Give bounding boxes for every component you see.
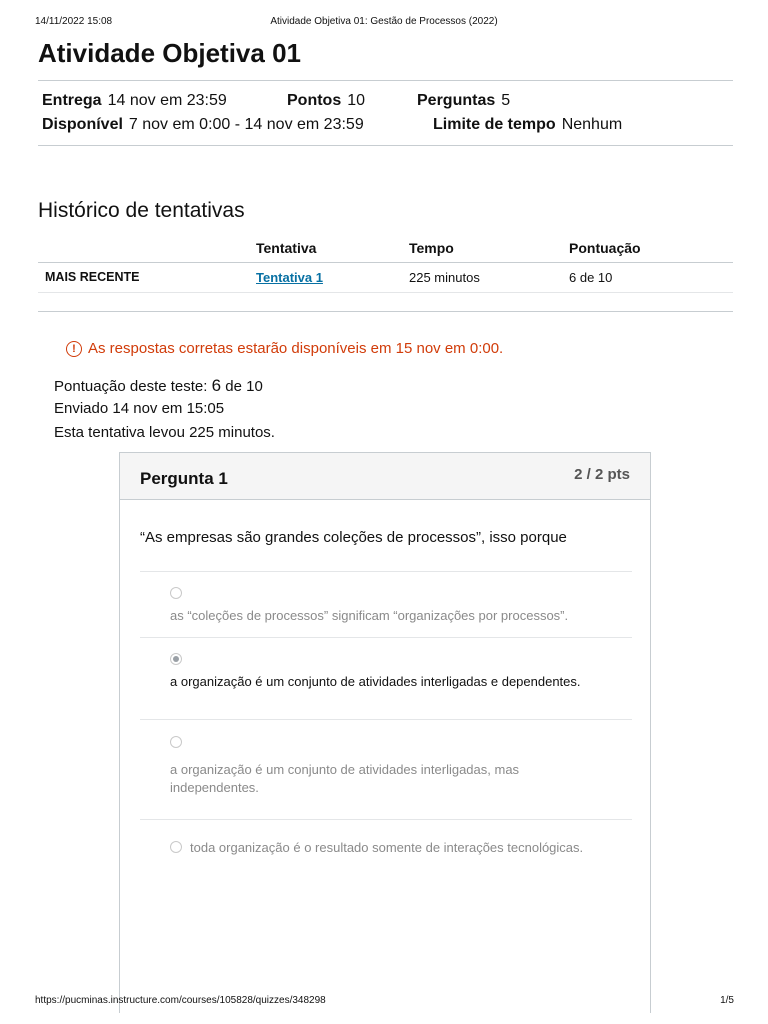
column-header-score: Pontuação xyxy=(569,240,641,256)
row-time: 225 minutos xyxy=(409,270,480,285)
questions-label: Perguntas xyxy=(417,92,496,109)
column-header-time: Tempo xyxy=(409,240,454,256)
points-value: 10 xyxy=(347,92,366,109)
time-limit xyxy=(433,116,622,134)
due-label: Entrega xyxy=(42,92,102,109)
score-suffix: de 10 xyxy=(225,378,263,395)
notice-text: As respostas corretas estarão disponíveis em 15 nov em 0:00. xyxy=(88,340,504,357)
answer-text: as “coleções de processos” significam “organizações por processos”. xyxy=(170,608,569,623)
points-label: Pontos xyxy=(287,92,342,109)
answer-divider xyxy=(140,819,632,820)
divider xyxy=(38,311,733,312)
availability xyxy=(42,116,364,134)
history-heading: Histórico de tentativas xyxy=(38,199,245,222)
questions-count xyxy=(417,92,510,110)
table-divider xyxy=(38,262,733,263)
radio-button[interactable] xyxy=(170,587,182,599)
answer-text: toda organização é o resultado somente de interações tecnológicas. xyxy=(190,840,584,855)
answer-text: a organização é um conjunto de atividades interligadas, mas independentes. xyxy=(170,762,520,795)
available-label: Disponível xyxy=(42,116,123,133)
time-limit-value: Nenhum xyxy=(561,116,623,133)
duration-info: Esta tentativa levou 225 minutos. xyxy=(54,424,275,441)
print-document-title: Atividade Objetiva 01: Gestão de Processos (2022) xyxy=(270,16,498,27)
available-value: 7 nov em 0:00 - 14 nov em 23:59 xyxy=(128,116,364,133)
question-header xyxy=(120,453,650,500)
answer-divider xyxy=(140,637,632,638)
divider xyxy=(38,80,733,81)
row-score: 6 de 10 xyxy=(569,270,613,285)
page-title: Atividade Objetiva 01 xyxy=(38,38,301,68)
print-datetime: 14/11/2022 15:08 xyxy=(35,16,113,27)
score-value: 6 xyxy=(211,376,222,395)
submitted-info: Enviado 14 nov em 15:05 xyxy=(54,400,225,417)
radio-button[interactable] xyxy=(170,841,182,853)
attempt-link[interactable]: Tentativa 1 xyxy=(256,270,323,285)
question-title: Pergunta 1 xyxy=(140,469,228,488)
radio-button-selected[interactable] xyxy=(170,653,182,665)
points xyxy=(287,92,365,110)
page-number: 1/5 xyxy=(720,995,734,1006)
quiz-score xyxy=(54,376,263,396)
radio-button[interactable] xyxy=(170,736,182,748)
alert-circle-icon: ! xyxy=(66,341,82,357)
answer-divider xyxy=(140,571,632,572)
due-date xyxy=(42,92,227,110)
score-prefix: Pontuação deste teste: xyxy=(54,378,208,395)
table-divider xyxy=(38,292,733,293)
answers-notice xyxy=(66,340,503,357)
page-url: https://pucminas.instructure.com/courses/105828/quizzes/348298 xyxy=(35,995,326,1006)
time-limit-label: Limite de tempo xyxy=(433,116,556,133)
answer-divider xyxy=(140,719,632,720)
due-value: 14 nov em 23:59 xyxy=(107,92,227,109)
column-header-attempt: Tentativa xyxy=(256,240,317,256)
question-card xyxy=(119,452,651,1013)
questions-value: 5 xyxy=(501,92,511,109)
divider xyxy=(38,145,733,146)
answer-text: a organização é um conjunto de atividades interligadas e dependentes. xyxy=(170,674,581,689)
question-points: 2 / 2 pts xyxy=(574,466,630,483)
row-label: MAIS RECENTE xyxy=(45,270,140,284)
question-text: “As empresas são grandes coleções de processos”, isso porque xyxy=(140,529,567,546)
